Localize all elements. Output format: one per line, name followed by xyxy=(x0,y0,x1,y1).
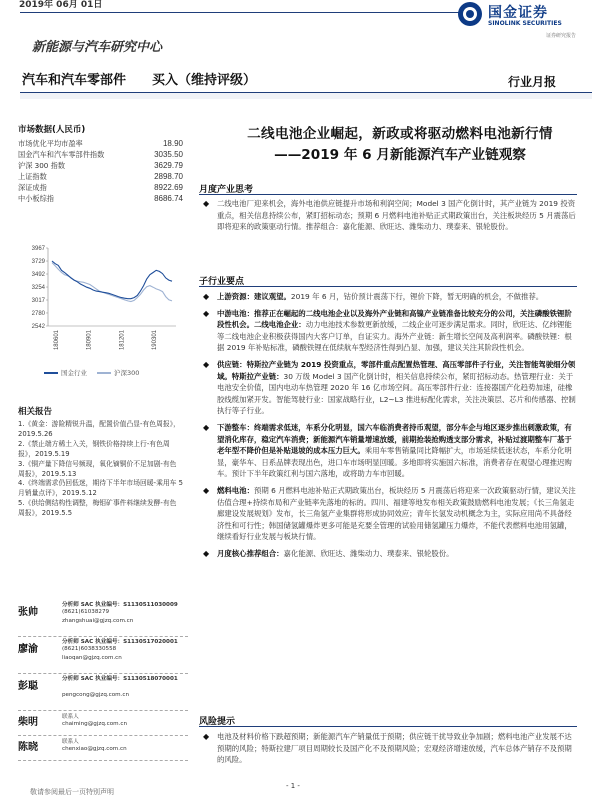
related-link[interactable]: 2.《禁止端方稀土入关，钢铁价格持续上行-有色周报》，2019.5.19 xyxy=(18,439,170,458)
contact-card xyxy=(18,711,188,736)
analyst-cert: 分析师 SAC 执业编号：S1130517020001 xyxy=(62,639,178,645)
bullet-icon: ◆ xyxy=(203,732,210,741)
logo-cn: 国金证券 xyxy=(488,5,548,21)
market-row: 深证成指 8922.69 xyxy=(18,183,183,193)
y-tick-label: 3017 xyxy=(31,298,45,304)
bullet-icon: ◆ xyxy=(203,308,210,318)
index-chart xyxy=(18,238,183,383)
contact-card xyxy=(18,736,188,761)
section-rule xyxy=(199,726,577,727)
section-subindustry xyxy=(199,291,577,559)
x-tick-label: 181201 xyxy=(119,330,126,351)
bullet-icon: ◆ xyxy=(203,485,210,495)
analyst-email[interactable]: pengcong@gjzq.com.cn xyxy=(62,692,129,698)
related-link[interactable]: 4.《终端需求仍回低迷，期待下半年市场回暖-乘用车 5 月销量点评》，2019.5.12 xyxy=(18,479,183,498)
market-data xyxy=(18,123,183,205)
analyst-card xyxy=(18,637,188,674)
logo-sub: 证券研究报告 xyxy=(546,33,577,39)
bullet-icon: ◆ xyxy=(203,359,210,369)
bullet-item: ◆ 电池及材料价格下跌超预期；新能源汽车产销量低于预期；供应链干扰导致业争加剧；燃料电池产业发展不达预期的风险；特斯拉建厂项目周期较长及国产化不及预期风险；宏观经济增速放缓，汽车总体产销存不及预期的风险。 xyxy=(203,732,572,765)
analyst-phone: (8621)61038279 xyxy=(62,609,110,615)
x-tick-label: 190301 xyxy=(152,330,158,351)
market-row: 中小板综指 8686.74 xyxy=(18,194,183,204)
header-rule xyxy=(20,12,460,13)
industry-name: 汽车和汽车零部件 xyxy=(22,73,127,88)
legend-item: 国金行业 xyxy=(44,368,87,377)
analyst-list xyxy=(18,600,188,761)
series-line-沪深300 xyxy=(52,263,172,302)
section-heading: 子行业要点 xyxy=(199,277,245,287)
analyst-name: 张帅 xyxy=(18,607,38,618)
x-tick-label: 180601 xyxy=(54,330,60,351)
y-tick-label: 3967 xyxy=(31,246,45,252)
contact-role: 联系人 xyxy=(62,739,79,745)
analyst-card xyxy=(18,674,188,711)
analyst-card xyxy=(18,600,188,637)
research-center: 新能源与汽车研究中心 xyxy=(32,40,163,55)
section-rule xyxy=(199,286,577,287)
report-date: 2019年 06月 01日 xyxy=(19,0,103,10)
contact-email[interactable]: chaiming@gjzq.com.cn xyxy=(62,721,128,727)
logo-mark-icon xyxy=(458,2,482,26)
related-heading: 相关报告 xyxy=(18,407,53,417)
contact-name: 柴明 xyxy=(18,717,38,728)
section-thinking xyxy=(199,198,577,233)
bullet-item: ◆ 中游电池：推荐正在崛起的二线电池企业以及海外产业链和高镍产业链准备比较充分的公司，关注磷酸铁锂阶段性机会。二线电池企业：动力电池技术参数更新放缓，二线企业可逐步满足需求。同时，欣旺达、亿纬锂能等二线电池企业积极获得国内大客户订单，自证实力。海外产业链：新生增长空间及高利润率。磷酸铁锂：根据 2019 年补贴标准，磷酸铁锂在低续航车型经济性得到凸显、加强，建议关注其阶段性机会。 xyxy=(203,308,572,353)
analyst-cert: 分析师 SAC 执业编号：S1130518070001 xyxy=(62,676,178,682)
report-subtitle: ——2019 年 6 月新能源汽车产业链观察 xyxy=(274,147,526,163)
related-reports xyxy=(18,405,183,519)
contact-role: 联系人 xyxy=(62,714,79,720)
y-tick-label: 3492 xyxy=(31,272,45,278)
section-risk xyxy=(199,731,577,766)
disclaimer: 敬请参阅最后一页特别声明 xyxy=(30,788,114,796)
analyst-phone: (8621)6038330558 xyxy=(62,646,117,652)
analyst-name: 廖渝 xyxy=(18,644,38,655)
contact-name: 陈晓 xyxy=(18,742,38,753)
analyst-email[interactable]: liaoqan@gjzq.com.cn xyxy=(62,655,122,661)
related-link[interactable]: 5.《供给侧结构性调整，梅钼矿事件料继续发酵-有色周报》，2019.5.5 xyxy=(18,499,177,518)
section-heading: 风险提示 xyxy=(199,717,236,727)
bullet-item: ◆ 二线电池厂迎来机会，海外电池供应链提升市场和利润空间；Model 3 国产化倒计时，其产业链为 2019 投资重点，相关信息持续公布，紧盯招标动态；预期 6 月燃料电池补贴正式期政策出台，关注板块经历 5 月震荡后即将迎来的政策驱动行情。推荐组合：嘉化能源、欣旺达、潍柴动力、璞泰来、银轮股份。 xyxy=(203,199,576,232)
analyst-email[interactable]: zhangshuai@gjzq.com.cn xyxy=(62,618,134,624)
chart-legend xyxy=(44,368,139,377)
bullet-item: ◆ 月度核心推荐组合：嘉化能源、欣旺达、潍柴动力、璞泰来、银轮股份。 xyxy=(203,548,454,558)
bullet-icon: ◆ xyxy=(203,199,210,208)
bullet-item: ◆ 下游整车：终端需求低迷，车系分化明显，国六车临消费者持币观望，部分车企与地区逐步推出刺激政策，有望消化库存，稳定汽车消费；新能源汽车销量增速放缓，前期抢装抢购透支部分需求，补贴过渡期整车厂基于老年型不降价但是补贴退坡的成本压力巨大。乘用车零售销量同比降幅扩大，市场延续低迷状态，车系分化明显，豪华车、日系品牌表现出色，进口车市场明显回暖。多地即将实施国六标准，消费者存在观望心理推迟购车。预计下半年政策红利与国六落地，或将助力车市回暖。 xyxy=(203,422,572,479)
analyst-name: 彭聪 xyxy=(18,681,38,692)
bullet-icon: ◆ xyxy=(203,548,210,558)
page-number: - 1 - xyxy=(286,782,300,790)
bullet-item: ◆ 供应链：特斯拉产业链为 2019 投资重点，零部件重点配置热管理、高压零部件子行业，关注智能驾驶细分领域。特斯拉产业链：30 万级 Model 3 国产化倒计时，相关信息持续公布，紧盯招标动态。热管理行业：关于电池安全价值，国内电动车热管理 2020 年 16 亿市场空间。高压零部件行业：连接器国产化趋势加速，硅橡胶线缆加紧开发。智能驾驶行业：国家战略行业，L2~L3 推进标配化需求，关注决策层、芯片和传感器、控制执行等子行业。 xyxy=(203,359,576,416)
bullet-item: ◆ 上游资源：建议观望。2019 年 6 月，钴价预计震荡下行，锂价下降，暂无明确的机会，不做推荐。 xyxy=(203,292,544,301)
market-row: 上证指数 2898.70 xyxy=(18,172,183,182)
series-line-国金行业 xyxy=(52,261,172,299)
y-tick-label: 3254 xyxy=(31,285,45,292)
contact-email[interactable]: chenxiao@gjzq.com.cn xyxy=(62,746,127,752)
analyst-cert: 分析师 SAC 执业编号：S1130511030009 xyxy=(62,602,178,608)
logo-en: SINOLINK SECURITIES xyxy=(488,20,562,27)
company-logo xyxy=(458,2,592,38)
bullet-item: ◆ 燃料电池：预期 6 月燃料电池补贴正式期政策出台，板块经历 5 月震荡后将迎来一次政策驱动行情，建议关注估值合理+持续布局和产业链率先落地的标的。四川、福建等地发布相关政策鼓励燃料电池发展；《长三角氢走廊建设发展规划》发布，长三角氢产业集群将形成协同效应；青年长氢发动机概念为主，实际应用尚不具备经济性和可行性；韩国储氢罐爆炸更多可能是充要全管理的试验用储氢罐压力爆炸，不能代表燃料电池用氢罐，继续看好行业发展与板块行情。 xyxy=(203,485,576,542)
report-title: 二线电池企业崛起，新政或将驱动燃料电池新行情 xyxy=(247,126,553,142)
section-rule xyxy=(199,194,577,195)
market-row: 沪深 300 指数 3629.79 xyxy=(18,161,183,171)
y-tick-label: 2542 xyxy=(31,324,45,330)
report-type: 行业月报 xyxy=(508,75,557,89)
legend-swatch-icon xyxy=(44,372,58,374)
bullet-icon: ◆ xyxy=(203,422,210,432)
market-heading: 市场数据(人民币) xyxy=(18,125,86,135)
market-row: 市场优化平均市盈率 18.90 xyxy=(18,139,183,148)
legend-swatch-icon xyxy=(97,372,111,374)
y-tick-label: 2780 xyxy=(31,310,45,317)
related-link[interactable]: 1.《黄金：游险精锐升温，配置价值凸显-有色周报》，2019.5.26 xyxy=(18,420,180,438)
header-shade xyxy=(20,93,592,99)
section-heading: 月度产业思考 xyxy=(199,185,254,195)
rating: 买入（维持评级） xyxy=(152,73,257,88)
related-link[interactable]: 3.《铜产量下降信号频现，氧化镝铜价不足加剧-有色周报》，2019.5.13 xyxy=(18,459,177,478)
x-tick-label: 180901 xyxy=(86,330,93,351)
legend-item: 沪深300 xyxy=(97,368,139,377)
market-row: 国金汽车和汽车零部件指数 3035.50 xyxy=(18,150,183,160)
y-tick-label: 3729 xyxy=(31,259,45,266)
bullet-icon: ◆ xyxy=(203,292,210,301)
